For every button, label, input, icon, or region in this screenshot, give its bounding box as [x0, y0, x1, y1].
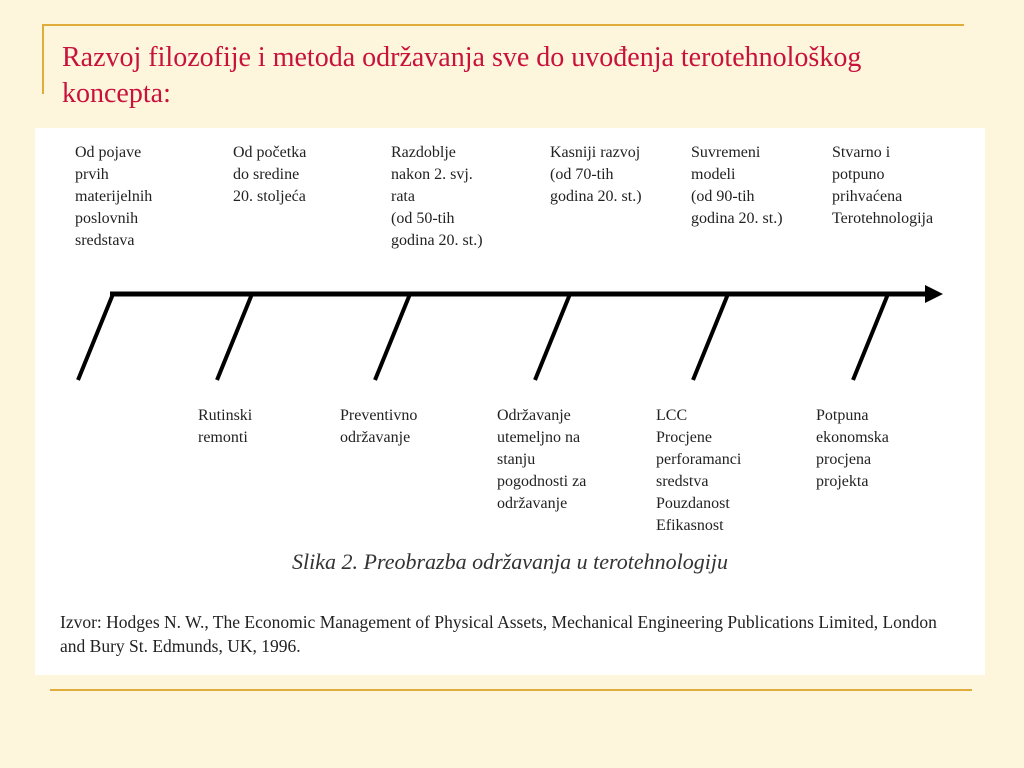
timeline-figure: [35, 128, 985, 675]
slide-title: Razvoj filozofije i metoda održavanja sve do uvođenja terotehnološkog koncepta:: [62, 42, 862, 109]
period-label-6: Stvarno i potpuno prihvaćena Terotehnologija: [832, 144, 934, 227]
decorative-left-rule: [42, 24, 44, 94]
figure-caption: Slika 2. Preobrazba održavanja u terotehnologiju: [292, 549, 728, 574]
period-label-3: Razdoblje nakon 2. svj. rata (od 50-tih godina 20. st.): [391, 144, 483, 249]
timeline-tick-3: [375, 294, 410, 380]
decorative-bottom-rule: [50, 689, 972, 691]
figure-source: Izvor: Hodges N. W., The Economic Management of Physical Assets, Mechanical Engineering Publications Limited, London and Bury St. Edmunds, UK, 1996.: [60, 612, 937, 656]
timeline-arrow-head: [925, 285, 943, 303]
period-label-5: Suvremeni modeli (od 90-tih godina 20. st.): [691, 144, 783, 227]
timeline-tick-1: [78, 294, 113, 380]
timeline-tick-2: [217, 294, 252, 380]
method-label-3: Održavanje utemeljno na stanju pogodnosti za održavanje: [497, 407, 587, 512]
timeline-tick-5: [693, 294, 728, 380]
method-label-1: Rutinski remonti: [198, 407, 253, 446]
decorative-top-rule: [42, 24, 964, 26]
period-label-1: Od pojave prvih materijelnih poslovnih sredstava: [75, 144, 153, 249]
period-label-4: Kasniji razvoj (od 70-tih godina 20. st.): [550, 144, 642, 205]
method-label-2: Preventivno održavanje: [340, 407, 418, 446]
timeline-tick-6: [853, 294, 888, 380]
timeline-tick-4: [535, 294, 570, 380]
method-label-5: Potpuna ekonomska procjena projekta: [816, 407, 889, 490]
period-label-2: Od početka do sredine 20. stoljeća: [233, 144, 307, 205]
method-label-4: LCC Procjene perforamanci sredstva Pouzdanost Efikasnost: [656, 407, 742, 534]
